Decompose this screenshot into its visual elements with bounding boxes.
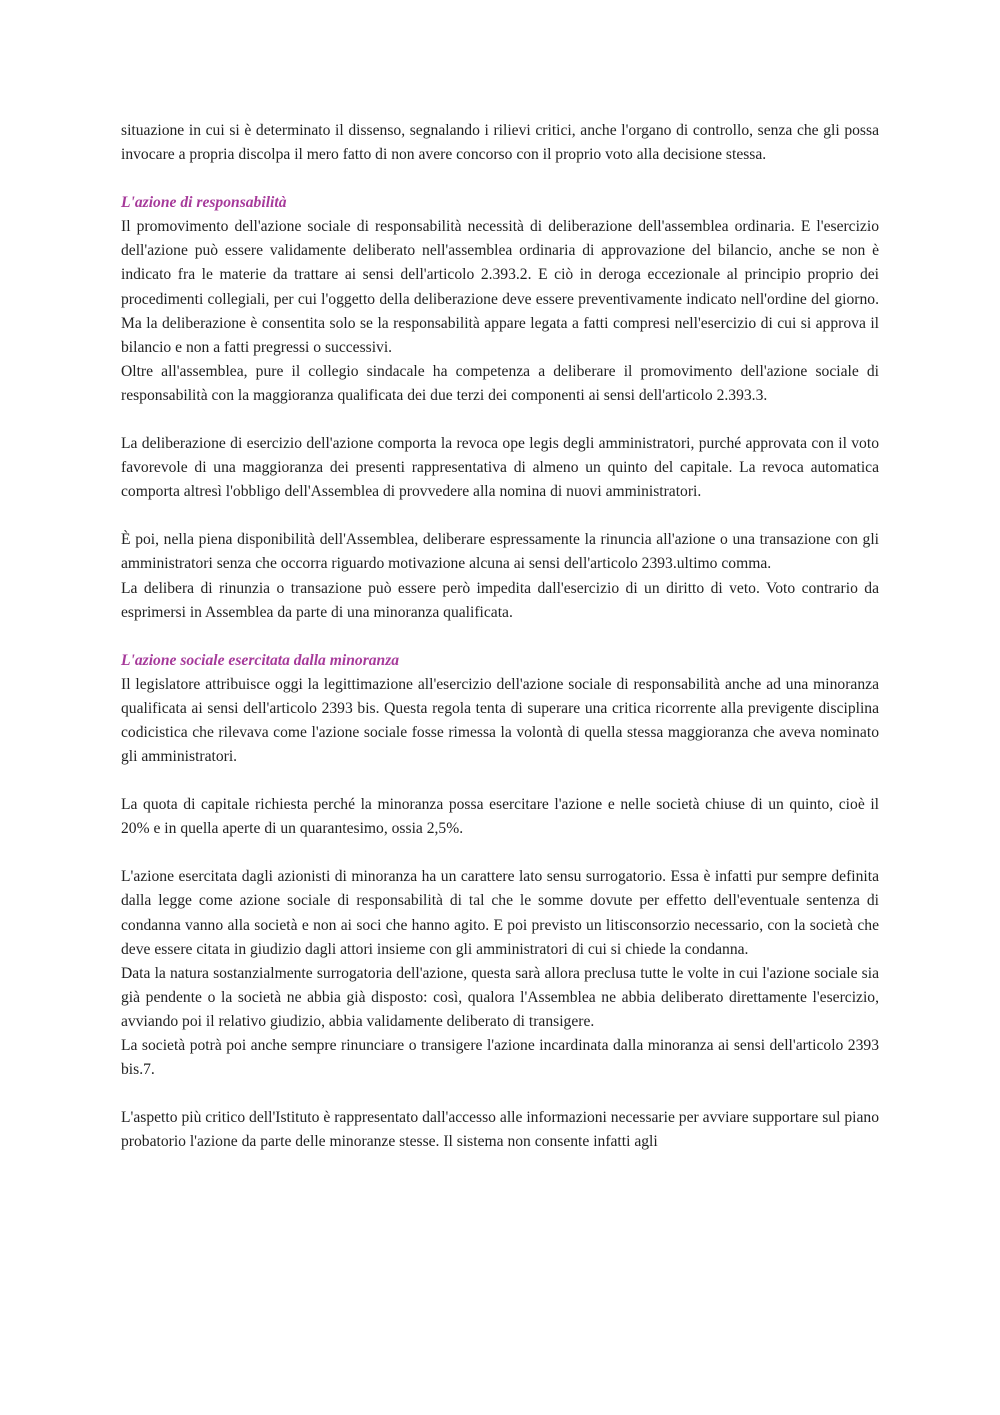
- section-heading-azione-minoranza: L'azione sociale esercitata dalla minoranza: [121, 651, 400, 669]
- paragraph: Il promovimento dell'azione sociale di responsabilità necessità di deliberazione dell'assemblea ordinaria. E l'esercizio dell'azione può essere validamente deliberato nell'assemblea ordinaria di approvazione del bilancio, anche se non è indicato fra le materie da trattare ai sensi dell'articolo 2.393.2. E ciò in deroga eccezionale al principio proprio dei procedimenti collegiali, per cui l'oggetto della deliberazione deve essere preventivamente indicato nell'ordine del giorno. Ma la deliberazione è consentita solo se la responsabilità appare legata a fatti compresi nell'esercizio di cui si approva il bilancio e non a fatti pregressi o successivi.: [121, 218, 879, 356]
- intro-paragraph: situazione in cui si è determinato il dissenso, segnalando i rilievi critici, anche l'organo di controllo, senza che gli possa invocare a propria discolpa il mero fatto di non avere concorso con il proprio voto alla decisione stessa.: [121, 122, 879, 164]
- paragraph: Il legislatore attribuisce oggi la legittimazione all'esercizio dell'azione sociale di responsabilità anche ad una minoranza qualificata ai sensi dell'articolo 2393 bis. Questa regola tenta di superare una critica ricorrente alla previgente disciplina codicistica che rilevava come l'azione sociale fosse rimessa la volontà di quella stessa maggioranza che aveva nominato gli amministratori.: [121, 675, 879, 766]
- paragraph: È poi, nella piena disponibilità dell'Assemblea, deliberare espressamente la rinuncia all'azione o una transazione con gli amministratori senza che occorra riguardo motivazione alcuna ai sensi dell'articolo 2393.ultimo comma.: [121, 531, 879, 573]
- section-heading-azione-responsabilita: L'azione di responsabilità: [121, 194, 287, 212]
- paragraph: Oltre all'assemblea, pure il collegio sindacale ha competenza a deliberare il promovimento dell'azione sociale di responsabilità con la maggioranza qualificata dei due terzi dei componenti ai sensi dell'articolo 2.393.3.: [121, 362, 879, 404]
- document-page: [121, 119, 879, 1154]
- paragraph: Data la natura sostanzialmente surrogatoria dell'azione, questa sarà allora preclusa tutte le volte in cui l'azione sociale sia già pendente o la società ne abbia già disposto: così, qualora l'Assemblea ne abbia deliberato direttamente l'esercizio, avviando poi il relativo giudizio, abbia validamente deliberato di transigere.: [121, 964, 879, 1030]
- paragraph: La società potrà poi anche sempre rinunciare o transigere l'azione incardinata dalla minoranza ai sensi dell'articolo 2393 bis.7.: [121, 1037, 879, 1079]
- paragraph: La deliberazione di esercizio dell'azione comporta la revoca ope legis degli amministratori, purché approvata con il voto favorevole di una maggioranza dei presenti rappresentativa di almeno un quinto del capitale. La revoca automatica comporta altresì l'obbligo dell'Assemblea di provvedere alla nomina di nuovi amministratori.: [121, 435, 879, 501]
- paragraph: L'aspetto più critico dell'Istituto è rappresentato dall'accesso alle informazioni necessarie per avviare supportare sul piano probatorio l'azione da parte delle minoranze stesse. Il sistema non consente infatti agli: [121, 1109, 879, 1151]
- paragraph: La delibera di rinunzia o transazione può essere però impedita dall'esercizio di un diritto di veto. Voto contrario da esprimersi in Assemblea da parte di una minoranza qualificata.: [121, 579, 879, 621]
- paragraph: L'azione esercitata dagli azionisti di minoranza ha un carattere lato sensu surrogatorio. Essa è infatti pur sempre definita dalla legge come azione sociale di responsabilità di tal che le somme dovute per effetto dell'eventuale sentenza di condanna vanno alla società e non ai soci che hanno agito. E poi previsto un litisconsorzio necessario, con la società che deve essere citata in giudizio dagli attori insieme con gli amministratori di cui si chiede la condanna.: [121, 868, 879, 958]
- paragraph: La quota di capitale richiesta perché la minoranza possa esercitare l'azione e nelle società chiuse di un quinto, cioè il 20% e in quella aperte di un quarantesimo, ossia 2,5%.: [121, 796, 879, 838]
